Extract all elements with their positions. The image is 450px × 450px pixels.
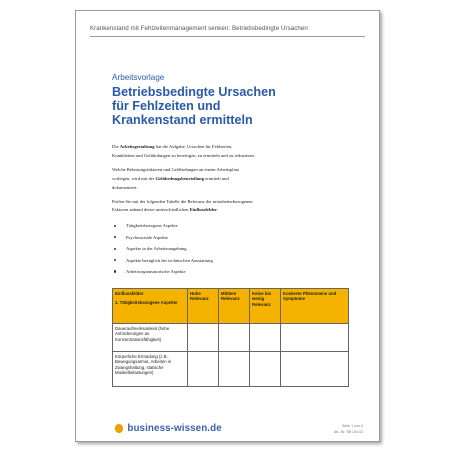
assessment-paragraph: Welche Belastungsfaktoren und Gefährdungen an einem Arbeitsplatz vorliegen, wird mit der Gefährdungsbeurteilung ermittelt und dokumentiert. <box>112 166 239 190</box>
list-item: Psychosoziale Aspekte <box>112 232 352 243</box>
intro-paragraph: Die Arbeitsgestaltung hat die Aufgabe, Ursachen für Fehlzeiten, Krankheiten und Gefährdungen zu beseitigen, zu ermitteln und zu reduzieren. <box>112 144 255 158</box>
list-item: Aspekte in der Arbeitsumgebung <box>112 243 352 254</box>
row-label: Daueraufmerksamkeit (hohe Anforderungen an Konzentrationsfähigkeit) <box>113 324 188 352</box>
relevance-table <box>112 288 349 387</box>
list-item: Tätigkeitsbezogene Aspekte <box>112 220 352 231</box>
document-title <box>112 85 362 127</box>
document-page <box>75 10 380 442</box>
business-wissen-logo: business-wissen.de <box>115 423 222 434</box>
empty-cell <box>219 352 250 387</box>
list-item: Arbeitsorganisatorische Aspekte <box>112 266 352 277</box>
empty-cell <box>219 324 250 352</box>
page-header: Krankenstand mit Fehlzeitenmanagement senken: Betriebsbedingte Ursachen <box>90 25 308 32</box>
header-cell-hohe-relevanz: Hohe Relevanz <box>188 289 219 324</box>
empty-cell <box>188 352 219 387</box>
header-cell-phaenomene: Konkrete Phänomene und Symptome <box>281 289 349 324</box>
title-line: für Fehlzeiten und <box>112 99 221 113</box>
keyword-gefaehrdungsbeurteilung: Gefährdungsbeurteilung <box>155 175 205 181</box>
list-item: Aspekte bezüglich der technischen Ausstattung <box>112 255 352 266</box>
empty-cell <box>250 352 281 387</box>
empty-cell <box>281 352 349 387</box>
keyword-arbeitsgestaltung: Arbeitsgestaltung <box>119 144 155 149</box>
instruction-paragraph: Prüfen Sie mit der folgenden Tabelle die Relevanz der mitarbeiterbezogenen Faktoren anhand dieser unterschiedlichen Einflussfelder: <box>112 198 253 213</box>
empty-cell <box>250 324 281 352</box>
footer-meta <box>334 423 363 435</box>
logo-dot-icon <box>115 424 123 432</box>
table-row <box>113 324 349 352</box>
section-label: 1. Tätigkeitsbezogene Aspekte <box>115 300 178 306</box>
article-number: Art.-Nr. SB 104 02 <box>333 430 363 434</box>
title-line: Krankenstand ermitteln <box>112 113 253 127</box>
row-label: Körperliche Ermüdung (z.B. Bewegungsarmut, Arbeiten in Zwangshaltung, statische Muskelbelastungen) <box>113 352 188 387</box>
header-cell-keine-relevanz: Keine bis wenig Relevanz <box>250 289 281 324</box>
header-cell-einflussfelder: Einflussfelder 1. Tätigkeitsbezogene Aspekte <box>113 289 188 324</box>
header-divider <box>90 36 365 37</box>
document-category: Arbeitsvorlage <box>112 73 165 82</box>
page-number: Seite 1 von 2 <box>342 424 363 428</box>
keyword-einflussfelder: Einflussfelder <box>189 207 217 213</box>
aspects-list <box>112 220 352 277</box>
table-header-row <box>113 289 349 324</box>
empty-cell <box>281 324 349 352</box>
document-body <box>112 143 352 277</box>
empty-cell <box>188 324 219 352</box>
header-cell-mittlere-relevanz: Mittlere Relevanz <box>219 289 250 324</box>
table-row <box>113 352 349 387</box>
title-line: Betriebsbedingte Ursachen <box>112 85 276 99</box>
